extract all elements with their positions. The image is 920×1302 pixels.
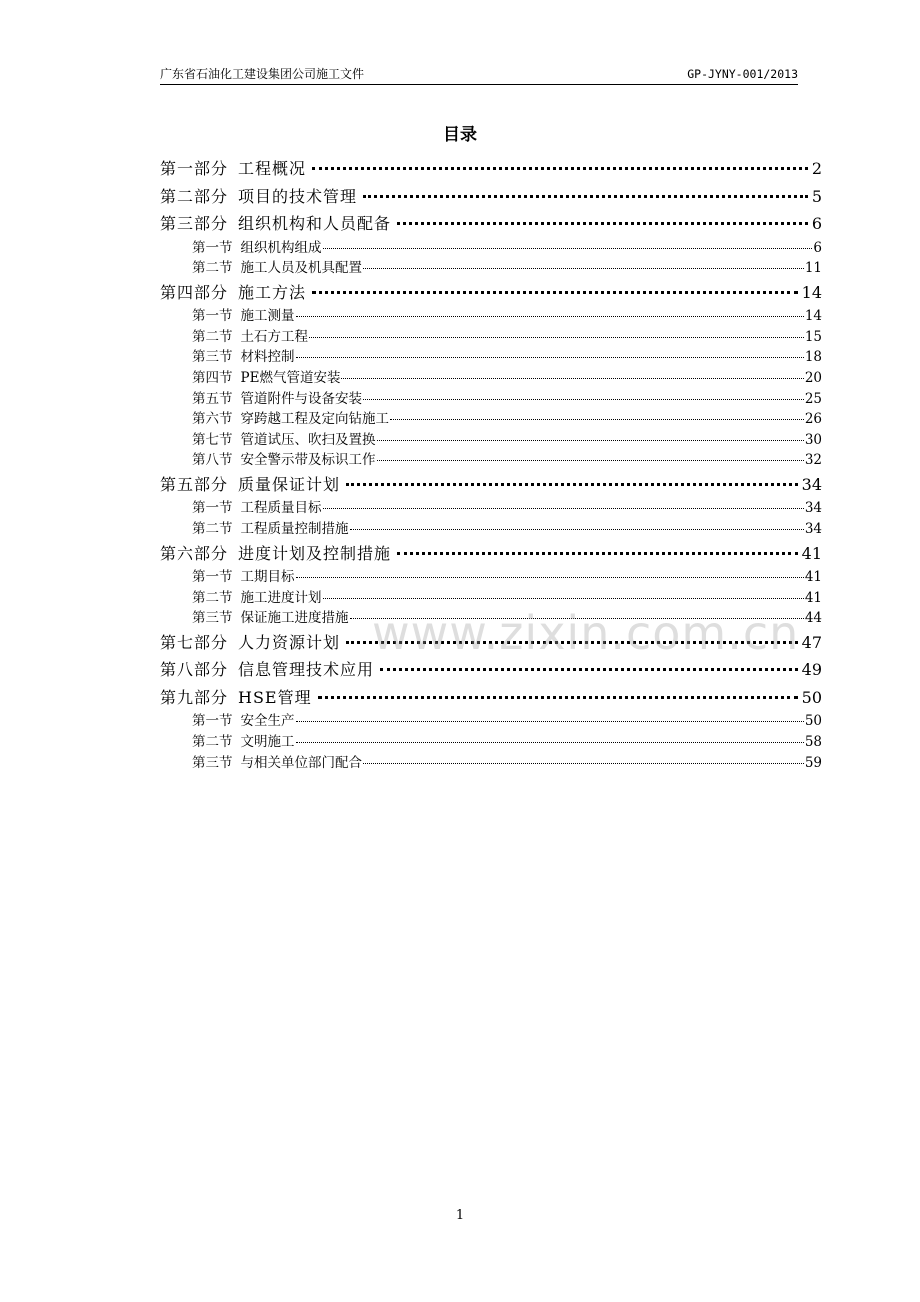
dot-leader <box>323 507 804 509</box>
dot-leader <box>323 247 813 249</box>
toc-entry-page: 15 <box>804 328 822 345</box>
toc-entry-label <box>192 450 376 471</box>
toc-entry-number: 第一节 <box>192 500 233 517</box>
dot-leader <box>390 418 804 420</box>
dot-leader <box>296 576 804 578</box>
toc-part-entry[interactable] <box>160 471 822 499</box>
toc-entry-number: 第二节 <box>192 328 233 345</box>
toc-entry-page: 49 <box>801 660 822 680</box>
toc-entry-label <box>192 258 362 279</box>
dot-leader <box>380 667 798 671</box>
toc-section-entry[interactable] <box>160 732 822 753</box>
toc-entry-label <box>192 347 295 368</box>
toc-entry-label <box>160 471 340 499</box>
toc-entry-page: 2 <box>811 159 822 178</box>
toc-part-entry[interactable] <box>160 210 822 238</box>
toc-entry-number: 第一节 <box>192 713 233 730</box>
page-header <box>160 64 798 85</box>
toc-entry-title: 施工方法 <box>238 282 307 302</box>
toc-entry-label <box>192 753 362 774</box>
toc-part-entry[interactable] <box>160 183 822 211</box>
toc-entry-title: 施工人员及机具配置 <box>240 260 362 277</box>
toc-entry-label <box>192 567 295 588</box>
dot-leader <box>363 194 808 198</box>
toc-entry-title: PE燃气管道安装 <box>240 369 341 386</box>
toc-entry-title: 进度计划及控制措施 <box>238 543 392 563</box>
toc-entry-label <box>192 306 295 327</box>
toc-entry-number: 第六节 <box>192 411 233 428</box>
toc-entry-page: 41 <box>804 589 822 606</box>
toc-entry-title: 材料控制 <box>240 349 295 366</box>
dot-leader <box>397 221 808 225</box>
toc-part-entry[interactable] <box>160 279 822 307</box>
toc-entry-page: 47 <box>801 632 822 652</box>
header-company: 广东省石油化工建设集团公司施工文件 <box>160 67 365 81</box>
toc-entry-label <box>192 238 322 259</box>
toc-entry-page: 30 <box>804 431 822 448</box>
toc-section-entry[interactable] <box>160 430 822 451</box>
watermark: www.zixin.com.cn <box>372 606 800 660</box>
toc-entry-label <box>160 210 391 238</box>
toc-section-entry[interactable] <box>160 347 822 368</box>
toc-entry-title: 安全生产 <box>240 713 295 730</box>
dot-leader <box>341 377 803 379</box>
toc-entry-page: 59 <box>804 754 822 771</box>
toc-entry-label <box>160 656 374 684</box>
toc-entry-page: 50 <box>804 713 822 730</box>
dot-leader <box>323 597 804 599</box>
toc-entry-title: 组织机构和人员配备 <box>238 214 392 233</box>
toc-entry-title: 与相关单位部门配合 <box>240 754 362 771</box>
toc-entry-page: 34 <box>804 521 822 538</box>
toc-entry-title: 文明施工 <box>240 734 295 750</box>
toc-entry-title: 保证施工进度措施 <box>240 610 349 627</box>
toc-entry-label <box>192 588 322 609</box>
toc-section-entry[interactable] <box>160 450 822 471</box>
toc-entry-number: 第七节 <box>192 431 233 448</box>
toc-entry-number: 第六部分 <box>160 543 229 563</box>
dot-leader <box>363 762 804 764</box>
toc-entry-page: 11 <box>804 260 822 277</box>
toc-entry-number: 第七部分 <box>160 632 229 652</box>
toc-entry-page: 20 <box>804 369 822 386</box>
toc-entry-number: 第三节 <box>192 610 233 627</box>
dot-leader <box>312 166 808 170</box>
toc-entry-page: 5 <box>811 186 822 206</box>
dot-leader <box>377 459 804 461</box>
toc-entry-title: 工程概况 <box>238 159 307 178</box>
toc-entry-page: 26 <box>804 411 822 428</box>
toc-entry-label <box>160 684 312 712</box>
toc-entry-number: 第二节 <box>192 260 233 277</box>
toc-section-entry[interactable] <box>160 409 822 430</box>
toc-entry-number: 第三节 <box>192 754 233 771</box>
dot-leader <box>312 290 798 294</box>
toc-title: 目录 <box>443 125 477 145</box>
toc-entry-page: 50 <box>801 687 822 707</box>
toc-section-entry[interactable] <box>160 498 822 519</box>
toc-entry-label <box>192 327 308 348</box>
toc-entry-page: 18 <box>804 349 822 366</box>
toc-section-entry[interactable] <box>160 258 822 279</box>
toc-entry-page: 32 <box>804 452 822 469</box>
toc-section-entry[interactable] <box>160 711 822 732</box>
toc-entry-title: 施工测量 <box>240 308 295 325</box>
toc-part-entry[interactable] <box>160 684 822 712</box>
toc-entry-number: 第一节 <box>192 308 233 325</box>
toc-part-entry[interactable] <box>160 155 822 183</box>
dot-leader <box>296 356 804 358</box>
toc-entry-title: 安全警示带及标识工作 <box>240 452 376 469</box>
toc-entry-number: 第二节 <box>192 589 233 606</box>
toc-section-entry[interactable] <box>160 519 822 540</box>
toc-entry-label <box>192 389 362 410</box>
dot-leader <box>296 741 804 743</box>
toc-entry-page: 58 <box>804 734 822 750</box>
toc-section-entry[interactable] <box>160 567 822 588</box>
toc-entry-number: 第二部分 <box>160 186 229 206</box>
toc-entry-title: 施工进度计划 <box>240 589 322 606</box>
toc-entry-label <box>192 409 389 430</box>
toc-entry-page: 14 <box>804 308 822 325</box>
toc-entry-label <box>192 368 340 389</box>
toc-section-entry[interactable] <box>160 753 822 774</box>
toc-entry-label <box>192 732 295 753</box>
toc-entry-label <box>160 629 340 657</box>
toc-entry-number: 第一节 <box>192 569 233 586</box>
toc-entry-title: 管道附件与设备安装 <box>240 390 362 407</box>
dot-leader <box>318 695 798 699</box>
toc-entry-page: 6 <box>813 239 822 256</box>
toc-entry-title: 项目的技术管理 <box>238 186 358 206</box>
toc-entry-number: 第四部分 <box>160 282 229 302</box>
toc-entry-page: 44 <box>804 610 822 627</box>
toc-entry-title: 工程质量目标 <box>240 500 322 517</box>
toc-entry-title: 穿跨越工程及定向钻施工 <box>240 411 389 428</box>
toc-entry-number: 第五节 <box>192 390 233 407</box>
toc-section-entry[interactable] <box>160 368 822 389</box>
toc-entry-label <box>192 711 295 732</box>
dot-leader <box>309 336 804 338</box>
toc-entry-label <box>160 183 357 211</box>
toc-entry-page: 41 <box>804 569 822 586</box>
dot-leader <box>346 482 798 486</box>
header-doc-code: GP-JYNY-001/2013 <box>687 67 798 81</box>
dot-leader <box>296 720 804 722</box>
dot-leader <box>363 267 804 269</box>
toc-entry-label <box>192 608 349 629</box>
toc-entry-title: HSE管理 <box>238 687 312 707</box>
toc-entry-title: 土石方工程 <box>240 328 308 345</box>
dot-leader <box>397 551 798 555</box>
toc-entry-label <box>192 498 322 519</box>
toc-entry-title: 信息管理技术应用 <box>238 660 375 680</box>
dot-leader <box>377 439 804 441</box>
dot-leader <box>350 528 804 530</box>
toc-entry-page: 34 <box>801 474 822 494</box>
toc-entry-number: 第八部分 <box>160 660 229 680</box>
dot-leader <box>296 315 804 317</box>
toc-entry-number: 第五部分 <box>160 474 229 494</box>
toc-entry-page: 25 <box>804 390 822 407</box>
toc-entry-title: 工程质量控制措施 <box>240 521 349 538</box>
page-number: 1 <box>455 1208 465 1223</box>
toc-entry-page: 34 <box>804 500 822 517</box>
toc-entry-number: 第八节 <box>192 452 233 469</box>
toc-section-entry[interactable] <box>160 389 822 410</box>
toc-entry-number: 第九部分 <box>160 687 229 707</box>
toc-entry-page: 41 <box>801 543 822 563</box>
toc-entry-label <box>160 155 306 183</box>
toc-section-entry[interactable] <box>160 238 822 259</box>
toc-entry-number: 第四节 <box>192 369 233 386</box>
toc-entry-number: 第二节 <box>192 521 233 538</box>
toc-entry-page: 6 <box>811 214 822 233</box>
toc-entry-page: 14 <box>801 282 822 302</box>
table-of-contents <box>160 155 822 773</box>
toc-entry-number: 第三部分 <box>160 214 229 233</box>
toc-entry-title: 质量保证计划 <box>238 474 341 494</box>
toc-entry-label <box>192 430 376 451</box>
toc-part-entry[interactable] <box>160 656 822 684</box>
toc-entry-label <box>160 279 306 307</box>
toc-entry-number: 第三节 <box>192 349 233 366</box>
toc-entry-label <box>160 540 391 568</box>
toc-entry-number: 第一部分 <box>160 159 229 178</box>
toc-entry-number: 第二节 <box>192 734 233 750</box>
toc-entry-title: 工期目标 <box>240 569 295 586</box>
dot-leader <box>363 398 804 400</box>
toc-entry-label <box>192 519 349 540</box>
toc-entry-title: 组织机构组成 <box>240 239 322 256</box>
toc-part-entry[interactable] <box>160 540 822 568</box>
toc-entry-number: 第一节 <box>192 239 233 256</box>
toc-entry-title: 人力资源计划 <box>238 632 341 652</box>
toc-entry-title: 管道试压、吹扫及置换 <box>240 431 376 448</box>
toc-section-entry[interactable] <box>160 327 822 348</box>
toc-section-entry[interactable] <box>160 306 822 327</box>
